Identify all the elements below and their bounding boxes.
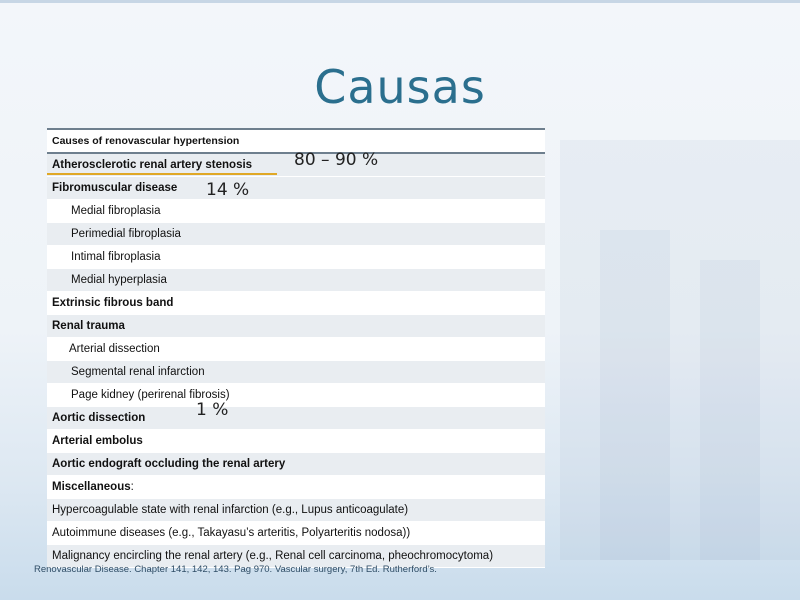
slide-title: Causas	[314, 60, 486, 114]
table-row	[47, 476, 545, 499]
bg-pillar-shape	[600, 230, 670, 560]
table-row: Medial hyperplasia	[47, 269, 545, 292]
table-row: Intimal fibroplasia	[47, 246, 545, 269]
table-row: Aortic dissection	[47, 407, 545, 430]
annotation-aortic: 1 %	[196, 400, 229, 420]
annotation-athero: 80 – 90 %	[294, 150, 379, 170]
table-row: Arterial embolus	[47, 430, 545, 453]
table-row: Hypercoagulable state with renal infarction (e.g., Lupus anticoagulate)	[47, 499, 545, 522]
table-row: Segmental renal infarction	[47, 361, 545, 384]
misc-colon: :	[130, 481, 134, 493]
table-row: Page kidney (perirenal fibrosis)	[47, 384, 545, 407]
citation-text: Renovascular Disease. Chapter 141, 142, 143. Pag 970. Vascular surgery, 7th Ed. Rutherford’s.	[34, 564, 437, 575]
top-edge-line	[0, 0, 800, 3]
table-row: Autoimmune diseases (e.g., Takayasu’s arteritis, Polyarteritis nodosa))	[47, 522, 545, 545]
causes-table	[47, 128, 545, 568]
table-row: Perimedial fibroplasia	[47, 223, 545, 246]
table-row: Medial fibroplasia	[47, 200, 545, 223]
misc-label: Miscellaneous	[52, 481, 131, 493]
table-row: Renal trauma	[47, 315, 545, 338]
table-row: Aortic endograft occluding the renal artery	[47, 453, 545, 476]
table-row: Arterial dissection	[47, 338, 545, 361]
bg-building-shape	[560, 140, 800, 560]
table-row: Malignancy encircling the renal artery (e.g., Renal cell carcinoma, pheochromocytoma)	[47, 545, 545, 568]
table-header: Causes of renovascular hypertension	[47, 130, 545, 154]
highlight-underline	[47, 173, 277, 175]
table-row: Fibromuscular disease	[47, 177, 545, 200]
table-row: Extrinsic fibrous band	[47, 292, 545, 315]
annotation-fibro: 14 %	[206, 180, 250, 200]
table-row: Atherosclerotic renal artery stenosis	[47, 154, 545, 177]
bg-pillar-shape	[700, 260, 760, 560]
